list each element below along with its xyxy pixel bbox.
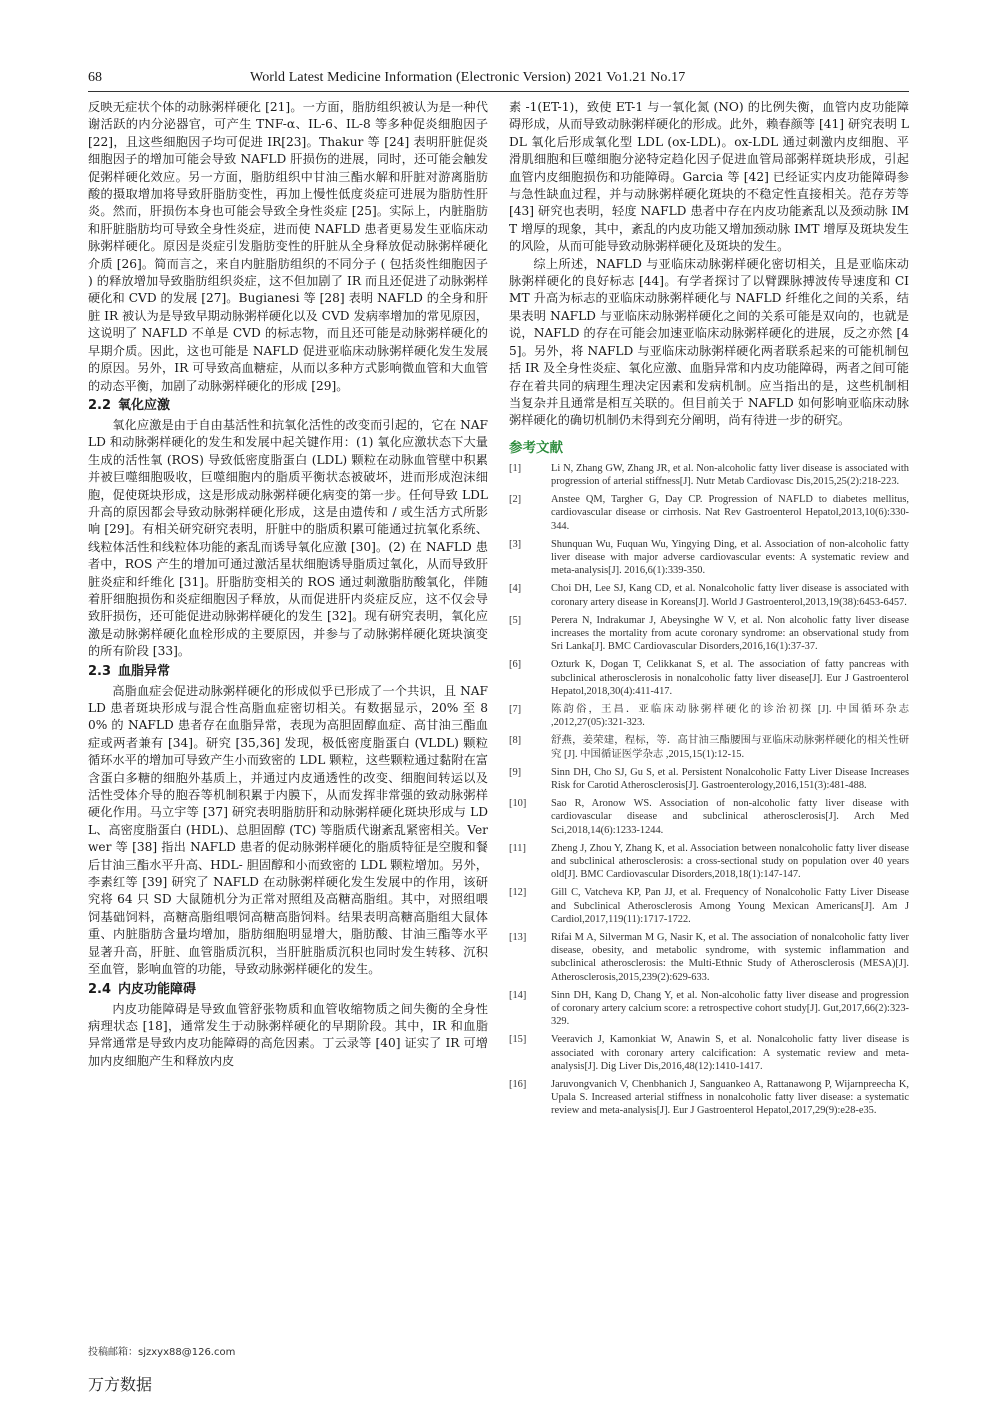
section-title: 血脂异常 <box>118 663 171 679</box>
reference-item <box>509 703 909 729</box>
header-divider <box>88 91 909 92</box>
reference-number: [7] <box>509 703 522 715</box>
reference-number: [6] <box>509 659 522 671</box>
reference-item <box>509 538 909 578</box>
reference-number: [1] <box>509 462 522 474</box>
right-column <box>509 99 909 1123</box>
references-heading: 参考文献 <box>509 439 563 456</box>
reference-text: Perera N, Indrakumar J, Abeysinghe W V, et al. Non alcoholic fatty liver disease increases the mortality from acute coronary syndrome: an observational study from Sri Lanka[J]. BMC Cardiovascular Disorders,2016,16(1):37-37. <box>551 614 909 653</box>
reference-text: Shunquan Wu, Fuquan Wu, Yingying Ding, et al. Association of non-alcoholic fatty liver disease with major adverse cardiovascular events: A systematic review and meta-analysis[J]. 2016,6(1):339-350. <box>551 538 909 577</box>
reference-text: Rifai M A, Silverman M G, Nasir K, et al. The association of nonalcoholic fatty liver disease, obesity, and metabolic syndrome, with systemic inflammation and subclinical atherosclerosis: the Multi-Ethnic Study of Atherosclerosis (MESA)[J]. Atherosclerosis,2015,239(2):629-633. <box>551 932 909 983</box>
reference-item <box>509 842 909 882</box>
left-column <box>88 99 488 1070</box>
reference-item <box>509 734 909 760</box>
reference-item <box>509 886 909 926</box>
paragraph: 素 -1(ET-1)，致使 ET-1 与一氧化氮 (NO) 的比例失衡，血管内皮功能障碍形成，从而导致动脉粥样硬化的形成。此外，赖春颜等 [41] 研究表明 LDL 氧化后形成氧化型 LDL (ox-LDL)。ox-LDL 通过刺激内皮细胞、平滑肌细胞和巨噬细胞分泌特定趋化因子促进血管局部粥样斑块形成，引起血管内皮细胞损伤和功能障碍。Garcia 等 [42] 已经证实内皮功能障碍参与急性缺血过程，并与动脉粥样硬化斑块的不稳定性直接相关。范存芳等 [43] 研究也表明，轻度 NAFLD 患者中存在内皮功能紊乱以及颈动脉 IMT 增厚的现象，其中，紊乱的内皮功能又增加颈动脉 IMT 增厚及斑块发生的风险，从而可能导致动脉粥样硬化及斑块的发生。 <box>509 100 909 254</box>
reference-text: Jaruvongvanich V, Chenbhanich J, Sanguankeo A, Rattanawong P, Wijarnpreecha K, Upala S. Increased arterial stiffness in nonalcoholic fatty liver disease: a systematic review and meta-analysis[J]. Eur J Gastroenterol Hepatol,2017,29(9):e28-e35. <box>551 1079 909 1117</box>
reference-item <box>509 582 909 608</box>
reference-text: Ozturk K, Dogan T, Celikkanat S, et al. The association of fatty pancreas with subclinical atherosclerosis in nonalcoholic fatty liver disease[J]. Eur J Gastroenterol Hepatol,2018,30(4):411-417. <box>551 659 909 697</box>
section-title: 内皮功能障碍 <box>118 981 197 997</box>
reference-text: Anstee QM, Targher G, Day CP. Progression of NAFLD to diabetes mellitus, cardiovascular disease or cirrhosis. Nat Rev Gastroenterol Hepatol,2013,10(6):330-344. <box>551 494 909 532</box>
reference-text: Gill C, Vatcheva KP, Pan JJ, et al. Frequency of Nonalcoholic Fatty Liver Disease and Subclinical Atherosclerosis Among Young Mexican Americans[J]. Am J Cardiol,2017,119(11):1717-1722. <box>551 887 909 925</box>
reference-text: Sinn DH, Cho SJ, Gu S, et al. Persistent Nonalcoholic Fatty Liver Disease Increases Risk for Carotid Atherosclerosis[J]. Gastroenterology,2016,151(3):481-488. <box>551 766 909 791</box>
reference-text: Sao R, Aronow WS. Association of non-alcoholic fatty liver disease with cardiovascular disease and subclinical atherosclerosis[J]. Arch Med Sci,2018,14(6):1233-1244. <box>551 798 909 836</box>
section-heading-2-3 <box>88 663 488 681</box>
paragraph: 反映无症状个体的动脉粥样硬化 [21]。一方面，脂肪组织被认为是一种代谢活跃的内分泌器官，可产生 TNF-α、IL-6、IL-8 等多种促炎细胞因子 [22]，且这些细胞因子均可促进 IR[23]。Thakur 等 [24] 表明肝脏促炎细胞因子的增加可能会导致 NAFLD 肝损伤的进展，同时，还可能会触发促粥样硬化效应。另一方面，脂肪组织中甘油三酯水解和肝脏对游离脂肪酸的摄取增加将导致肝脂肪变性，再加上慢性低度炎症可进展为脂肪性肝炎。然而，肝损伤本身也可能会导致全身性炎症 [25]。实际上，内脏脂肪和肝脏脂肪均可导致全身性炎症，进而使 NAFLD 患者更易发生亚临床动脉粥样硬化。原因是炎症引发脂肪变性的肝脏从全身释放促动脉粥样硬化介质 [26]。简而言之，来自内脏脂肪组织的不同分子 ( 包括炎性细胞因子 ) 的释放增加导致脂肪组织炎症，这不但加剧了 IR 而且还促进了动脉粥样硬化和 CVD 的发展 [27]。Bugianesi 等 [28] 表明 NAFLD 的全身和肝脏 IR 被认为是导致早期动脉粥样硬化以及 CVD 发病率增加的常见原因，这说明了 NAFLD 不单是 CVD 的标志物，而且还可能是动脉粥样硬化的早期介质。因此，这也可能是 NAFLD 促进亚临床动脉粥样硬化发生发展的原因。另外，IR 可导致高血糖症，从而以多种方式影响微血管和大血管的动态平衡，加剧了动脉粥样硬化的形成 [29]。 <box>88 100 488 393</box>
section-title: 氧化应激 <box>118 397 171 413</box>
reference-number: [2] <box>509 494 522 506</box>
reference-number: [5] <box>509 614 522 626</box>
reference-number: [15] <box>509 1034 527 1046</box>
reference-list <box>509 462 909 1118</box>
reference-number: [4] <box>509 583 522 595</box>
reference-number: [9] <box>509 766 522 778</box>
reference-number: [12] <box>509 887 527 899</box>
section-heading-2-2 <box>88 397 488 415</box>
reference-number: [13] <box>509 932 527 944</box>
reference-item <box>509 931 909 984</box>
reference-number: [8] <box>509 735 522 747</box>
reference-number: [11] <box>509 842 526 854</box>
reference-text: Sinn DH, Kang D, Chang Y, et al. Non-alcoholic fatty liver disease and progression of coronary artery calcium score: a retrospective cohort study[J]. Gut,2017,66(2):323-329. <box>551 989 909 1028</box>
paragraph: 内皮功能障碍是导致血管舒张物质和血管收缩物质之间失衡的全身性病理状态 [18]，通常发生于动脉粥样硬化的早期阶段。其中，IR 和血脂异常通常是导致内皮功能障碍的高危因素。丁云录等 [40] 证实了 IR 可增加内皮细胞产生和释放内皮 <box>88 1001 488 1068</box>
reference-item <box>509 1033 909 1073</box>
footer-email: 投稿邮箱：sjzxyx88@126.com <box>88 1347 236 1358</box>
reference-text: Choi DH, Lee SJ, Kang CD, et al. Nonalcoholic fatty liver disease is associated with coronary artery disease in Koreans[J]. World J Gastroenterol,2013,19(38):6453-6457. <box>551 583 909 608</box>
reference-item <box>509 614 909 654</box>
reference-item <box>509 658 909 698</box>
reference-text: Veeravich J, Kamonkiat W, Anawin S, et al. Nonalcoholic fatty liver disease is associated with coronary artery calcification: A systematic review and meta-analysis[J]. Dig Liver Dis,2016,48(12):1410-1417. <box>551 1034 909 1072</box>
paragraph: 综上所述，NAFLD 与亚临床动脉粥样硬化密切相关，且是亚临床动脉粥样硬化的良好标志 [44]。有学者探讨了以臂踝脉搏波传导速度和 CIMT 升高为标志的亚临床动脉粥样硬化与 NAFLD 纤维化之间的关系，结果表明 NAFLD 与亚临床动脉粥样硬化之间的关系可能是双向的，也就是说，NAFLD 的存在可能会加速亚临床动脉粥样硬化的进展，反之亦然 [45]。另外，将 NAFLD 与亚临床动脉粥样硬化两者联系起来的可能机制包括 IR 及全身性炎症、氧化应激、血脂异常和内皮功能障碍，两者之间可能存在着共同的病理生理决定因素和发病机制。应当指出的是，这些机制相当复杂并且通常是相互关联的。但目前关于 NAFLD 如何影响亚临床动脉粥样硬化的确切机制仍未得到充分阐明，尚有待进一步的研究。 <box>509 256 909 428</box>
reference-number: [3] <box>509 538 522 550</box>
reference-number: [14] <box>509 989 527 1001</box>
paragraph: 高脂血症会促进动脉粥样硬化的形成似乎已形成了一个共识，且 NAFLD 患者斑块形成与混合性高脂血症密切相关。有数据显示，20% 至 80% 的 NAFLD 患者存在血脂异常，表现为高胆固醇血症、高甘油三酯血症或两者兼有 [34]。研究 [35,36] 发现，极低密度脂蛋白 (VLDL) 颗粒循环水平的增加可导致产生小而致密的 LDL 颗粒，这些颗粒通过黏附在富含蛋白多糖的细胞外基质上，并通过内皮通透性的改变、细胞间转运以及活性受体介导的胞吞等机制积累于内膜下，从而发挥非常强的致动脉粥样硬化作用。马立宇等 [37] 研究表明脂肪肝和动脉粥样硬化斑块形成与 LDL、高密度脂蛋白 (HDL)、总胆固醇 (TC) 等脂质代谢紊乱紧密相关。Verwer 等 [38] 指出 NAFLD 患者的促动脉粥样硬化的脂质特征是空腹和餐后甘油三酯水平升高、HDL- 胆固醇和小而致密的 LDL 颗粒增加。另外，李素红等 [39] 研究了 NAFLD 在动脉粥样硬化发生发展中的作用，该研究将 64 只 SD 大鼠随机分为正常对照组及高糖高脂组。其中，对照组喂饲基础饲料，高糖高脂组喂饲高糖高脂饲料。结果表明高糖高脂组大鼠体重、内脏脂肪含量均增加，脂肪细胞明显增大，脂肪酸、甘油三酯等水平显著升高，肝脏、血管脂质沉积，当肝脏脂质沉积也同时发生转移、沉积至血管，影响血管的功能，导致动脉粥样硬化的发生。 <box>88 683 488 977</box>
reference-item <box>509 1078 909 1118</box>
journal-title: World Latest Medicine Information (Electronic Version) 2021 Vo1.21 No.17 <box>250 70 686 85</box>
section-number: 2.4 <box>88 981 112 997</box>
reference-item <box>509 989 909 1029</box>
section-heading-2-4 <box>88 981 488 999</box>
reference-text: 陈韵俗，王昌．亚临床动脉粥样硬化的诊治初探 [J]. 中国循环杂志 ,2012,27(05):321-323. <box>551 703 909 729</box>
reference-text: Zheng J, Zhou Y, Zhang K, et al. Association between nonalcoholic fatty liver disease and subclinical atherosclerosis: a cross-sectional study on population over 40 years old[J]. BMC Cardiovascular Disorders,2018,18(1):147-147. <box>551 842 909 881</box>
reference-item <box>509 462 909 488</box>
reference-item <box>509 797 909 837</box>
page-number: 68 <box>88 70 102 85</box>
section-number: 2.3 <box>88 663 112 679</box>
reference-number: [10] <box>509 798 527 810</box>
section-number: 2.2 <box>88 397 112 413</box>
reference-item <box>509 493 909 533</box>
reference-number: [16] <box>509 1079 527 1091</box>
footer-brand: 万方数据 <box>88 1375 153 1394</box>
reference-text: 舒燕，姜荣建，程标，等．高甘油三酯腰围与亚临床动脉粥样硬化的相关性研究 [J]. 中国循证医学杂志 ,2015,15(1):12-15. <box>551 735 909 760</box>
reference-text: Li N, Zhang GW, Zhang JR, et al. Non-alcoholic fatty liver disease is associated with progression of arterial stiffness[J]. Nutr Metab Cardiovasc Dis,2015,25(2):218-223. <box>551 462 909 487</box>
paragraph: 氧化应激是由于自由基活性和抗氧化活性的改变而引起的，它在 NAFLD 和动脉粥样硬化的发生和发展中起关键作用：(1) 氧化应激状态下大量生成的活性氧 (ROS) 导致低密度脂蛋白 (LDL) 颗粒在动脉血管壁中积累并被巨噬细胞吸收，巨噬细胞内的脂质平衡状态被破坏，进而形成泡沫细胞，促使斑块形成，这是形成动脉粥样硬化病变的第一步。任何导致 LDL 升高的原因都会导致动脉粥样硬化形成，这是由遗传和 / 或生活方式所影响 [29]。有相关研究研究表明，肝脏中的脂质积累可能通过抗氧化系统、线粒体活性和线粒体功能的紊乱而诱导氧化应激 [30]。(2) 在 NAFLD 患者中，ROS 产生的增加可通过激活星状细胞诱导脂质过氧化，从而导致肝脏炎症和纤维化 [31]。肝脂肪变相关的 ROS 通过刺激脂肪酸氧化，伴随着肝细胞损伤和炎症细胞因子释放，从而促进肝内炎症反应，这不仅会导致肝损伤，还可能促进动脉粥样硬化的发生 [32]。现有研究表明，氧化应激是动脉粥样硬化血栓形成的主要原因，并参与了动脉粥样硬化斑块演变的所有阶段 [33]。 <box>88 417 488 659</box>
reference-item <box>509 766 909 792</box>
